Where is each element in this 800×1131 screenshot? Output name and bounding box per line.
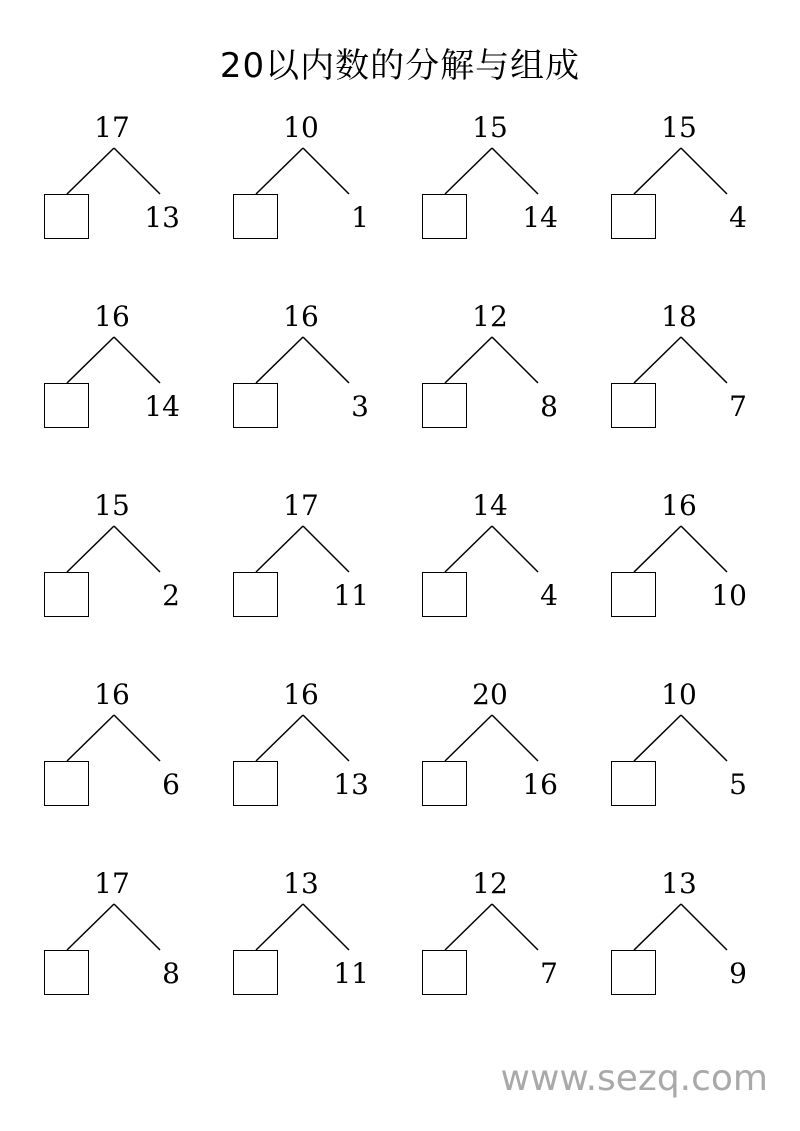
left-branch-line bbox=[445, 526, 492, 572]
left-branch-line bbox=[634, 148, 681, 194]
answer-box[interactable] bbox=[611, 383, 656, 428]
left-branch-line bbox=[634, 715, 681, 761]
right-branch-line bbox=[303, 148, 349, 194]
decomposition-problem bbox=[609, 112, 779, 252]
decomposition-problem bbox=[42, 868, 212, 1008]
answer-box[interactable] bbox=[422, 194, 467, 239]
right-branch-line bbox=[681, 715, 727, 761]
decomposition-problem bbox=[609, 679, 779, 819]
problem-part: 7 bbox=[729, 390, 747, 423]
problem-total: 16 bbox=[94, 678, 130, 711]
answer-box[interactable] bbox=[422, 383, 467, 428]
answer-box[interactable] bbox=[44, 383, 89, 428]
problem-part: 13 bbox=[144, 201, 180, 234]
answer-box[interactable] bbox=[422, 761, 467, 806]
answer-box[interactable] bbox=[44, 572, 89, 617]
decomposition-problem bbox=[231, 679, 401, 819]
problem-part: 9 bbox=[729, 957, 747, 990]
right-branch-line bbox=[681, 337, 727, 383]
decomposition-problem bbox=[42, 301, 212, 441]
right-branch-line bbox=[303, 526, 349, 572]
answer-box[interactable] bbox=[611, 194, 656, 239]
right-branch-line bbox=[492, 148, 538, 194]
problem-total: 16 bbox=[661, 489, 697, 522]
right-branch-line bbox=[681, 904, 727, 950]
left-branch-line bbox=[634, 526, 681, 572]
decomposition-problem bbox=[231, 490, 401, 630]
problem-total: 13 bbox=[283, 867, 319, 900]
decomposition-problem bbox=[609, 301, 779, 441]
decomposition-problem bbox=[420, 112, 590, 252]
answer-box[interactable] bbox=[611, 761, 656, 806]
problem-total: 18 bbox=[661, 300, 697, 333]
problem-total: 17 bbox=[94, 111, 130, 144]
problem-part: 13 bbox=[333, 768, 369, 801]
answer-box[interactable] bbox=[233, 194, 278, 239]
right-branch-line bbox=[492, 526, 538, 572]
problem-total: 10 bbox=[661, 678, 697, 711]
problem-total: 20 bbox=[472, 678, 508, 711]
decomposition-problem bbox=[42, 112, 212, 252]
problem-total: 16 bbox=[283, 678, 319, 711]
decomposition-problem bbox=[420, 301, 590, 441]
decomposition-problem bbox=[231, 112, 401, 252]
right-branch-line bbox=[114, 337, 160, 383]
left-branch-line bbox=[67, 904, 114, 950]
problem-part: 4 bbox=[729, 201, 747, 234]
left-branch-line bbox=[256, 337, 303, 383]
answer-box[interactable] bbox=[422, 950, 467, 995]
left-branch-line bbox=[634, 904, 681, 950]
watermark: www.sezq.com bbox=[500, 1058, 768, 1099]
left-branch-line bbox=[67, 715, 114, 761]
left-branch-line bbox=[256, 526, 303, 572]
problem-part: 10 bbox=[711, 579, 747, 612]
left-branch-line bbox=[67, 337, 114, 383]
right-branch-line bbox=[492, 904, 538, 950]
answer-box[interactable] bbox=[44, 761, 89, 806]
problem-part: 16 bbox=[522, 768, 558, 801]
right-branch-line bbox=[114, 715, 160, 761]
problem-part: 11 bbox=[333, 579, 369, 612]
problem-part: 1 bbox=[351, 201, 369, 234]
problem-part: 8 bbox=[162, 957, 180, 990]
problem-total: 15 bbox=[94, 489, 130, 522]
right-branch-line bbox=[114, 526, 160, 572]
right-branch-line bbox=[114, 148, 160, 194]
answer-box[interactable] bbox=[44, 950, 89, 995]
right-branch-line bbox=[681, 148, 727, 194]
problem-total: 10 bbox=[283, 111, 319, 144]
problem-total: 15 bbox=[472, 111, 508, 144]
problem-total: 17 bbox=[94, 867, 130, 900]
problem-part: 14 bbox=[522, 201, 558, 234]
problem-part: 14 bbox=[144, 390, 180, 423]
right-branch-line bbox=[492, 337, 538, 383]
right-branch-line bbox=[114, 904, 160, 950]
left-branch-line bbox=[445, 148, 492, 194]
left-branch-line bbox=[256, 148, 303, 194]
problem-total: 14 bbox=[472, 489, 508, 522]
answer-box[interactable] bbox=[233, 383, 278, 428]
problem-part: 6 bbox=[162, 768, 180, 801]
right-branch-line bbox=[681, 526, 727, 572]
right-branch-line bbox=[492, 715, 538, 761]
left-branch-line bbox=[445, 337, 492, 383]
problem-total: 12 bbox=[472, 300, 508, 333]
problem-part: 4 bbox=[540, 579, 558, 612]
left-branch-line bbox=[67, 526, 114, 572]
problem-part: 3 bbox=[351, 390, 369, 423]
decomposition-problem bbox=[609, 868, 779, 1008]
decomposition-problem bbox=[42, 679, 212, 819]
left-branch-line bbox=[256, 904, 303, 950]
answer-box[interactable] bbox=[422, 572, 467, 617]
answer-box[interactable] bbox=[233, 950, 278, 995]
problem-total: 16 bbox=[283, 300, 319, 333]
answer-box[interactable] bbox=[233, 761, 278, 806]
right-branch-line bbox=[303, 337, 349, 383]
answer-box[interactable] bbox=[233, 572, 278, 617]
right-branch-line bbox=[303, 715, 349, 761]
decomposition-problem bbox=[420, 868, 590, 1008]
problem-part: 7 bbox=[540, 957, 558, 990]
right-branch-line bbox=[303, 904, 349, 950]
answer-box[interactable] bbox=[44, 194, 89, 239]
page-title: 20以内数的分解与组成 bbox=[219, 46, 581, 86]
problem-total: 16 bbox=[94, 300, 130, 333]
left-branch-line bbox=[445, 715, 492, 761]
problem-total: 13 bbox=[661, 867, 697, 900]
problem-total: 15 bbox=[661, 111, 697, 144]
answer-box[interactable] bbox=[611, 572, 656, 617]
answer-box[interactable] bbox=[611, 950, 656, 995]
problem-part: 8 bbox=[540, 390, 558, 423]
decomposition-problem bbox=[420, 679, 590, 819]
decomposition-problem bbox=[231, 301, 401, 441]
problem-part: 2 bbox=[162, 579, 180, 612]
problem-part: 5 bbox=[729, 768, 747, 801]
left-branch-line bbox=[67, 148, 114, 194]
decomposition-problem bbox=[420, 490, 590, 630]
left-branch-line bbox=[445, 904, 492, 950]
left-branch-line bbox=[634, 337, 681, 383]
decomposition-problem bbox=[42, 490, 212, 630]
decomposition-problem bbox=[609, 490, 779, 630]
problem-total: 17 bbox=[283, 489, 319, 522]
left-branch-line bbox=[256, 715, 303, 761]
problem-part: 11 bbox=[333, 957, 369, 990]
problem-total: 12 bbox=[472, 867, 508, 900]
decomposition-problem bbox=[231, 868, 401, 1008]
